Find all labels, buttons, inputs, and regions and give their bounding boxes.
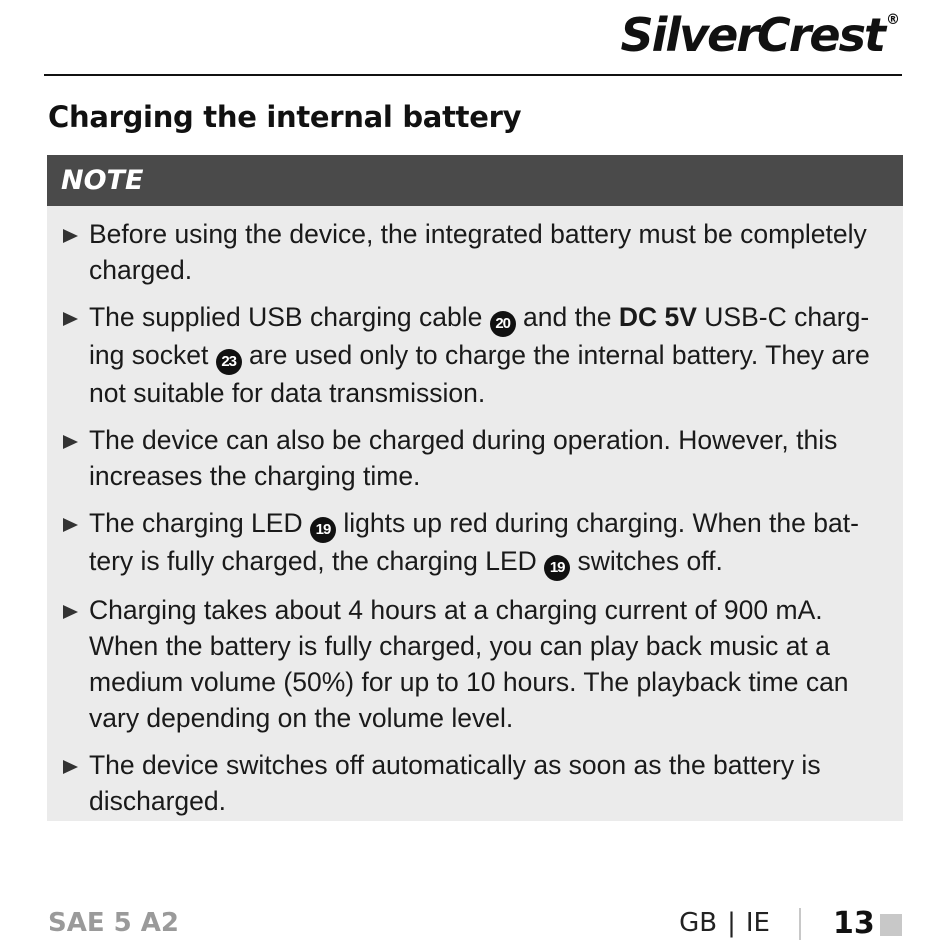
note-box	[47, 155, 903, 821]
arrow-bullet-icon	[63, 605, 78, 619]
language-codes	[679, 908, 770, 938]
note-item-5	[63, 592, 877, 736]
note-list	[47, 206, 903, 819]
header-rule	[44, 74, 902, 76]
ref-number-badge: 19	[310, 517, 336, 543]
note-item-6	[63, 747, 877, 819]
arrow-bullet-icon	[63, 518, 78, 532]
page-marker-square	[880, 914, 902, 936]
model-number: SAE 5 A2	[48, 908, 180, 938]
lang-separator: |	[727, 908, 736, 938]
lang-ie: IE	[745, 908, 770, 938]
silvercrest-logo: SilverCrest ®	[620, 8, 898, 62]
note-text: lights up red during charging. When the bat-tery is fully charged, the charging LED	[89, 508, 859, 576]
note-text: The charging LED	[89, 508, 310, 538]
page-number: 13	[833, 906, 875, 941]
arrow-bullet-icon	[63, 312, 78, 326]
note-text: Charging takes about 4 hours at a charging current of 900 mA. When the battery is fully charged, you can play back music at a medium volume (50%) for up to 10 hours. The playback time can vary depending on the volume level.	[89, 595, 849, 733]
note-text-bold: DC 5V	[618, 302, 697, 332]
note-text: USB-C charg-ing socket	[89, 302, 870, 370]
note-header: NOTE	[47, 155, 903, 206]
page-footer	[0, 900, 950, 950]
ref-number-badge: 23	[216, 349, 242, 375]
note-text: are used only to charge the internal battery. They are not suitable for data transmission.	[89, 340, 870, 408]
note-text: The device can also be charged during operation. However, this increases the charging time.	[89, 425, 838, 491]
ref-number-badge: 19	[544, 555, 570, 581]
arrow-bullet-icon	[63, 435, 78, 449]
note-item-3	[63, 422, 877, 494]
note-item-1	[63, 216, 877, 288]
lang-gb: GB	[679, 908, 718, 938]
ref-number-badge: 20	[490, 311, 516, 337]
arrow-bullet-icon	[63, 229, 78, 243]
note-item-2	[63, 299, 877, 411]
note-text: The device switches off automatically as soon as the battery is discharged.	[89, 750, 821, 816]
footer-divider	[799, 908, 801, 940]
arrow-bullet-icon	[63, 760, 78, 774]
registered-mark: ®	[886, 12, 898, 28]
note-text: The supplied USB charging cable	[89, 302, 490, 332]
note-text: switches off.	[570, 546, 723, 576]
note-item-4	[63, 505, 877, 581]
note-text: and the	[515, 302, 619, 332]
section-title: Charging the internal battery	[48, 100, 522, 134]
note-text: Before using the device, the integrated battery must be completely charged.	[89, 219, 867, 285]
